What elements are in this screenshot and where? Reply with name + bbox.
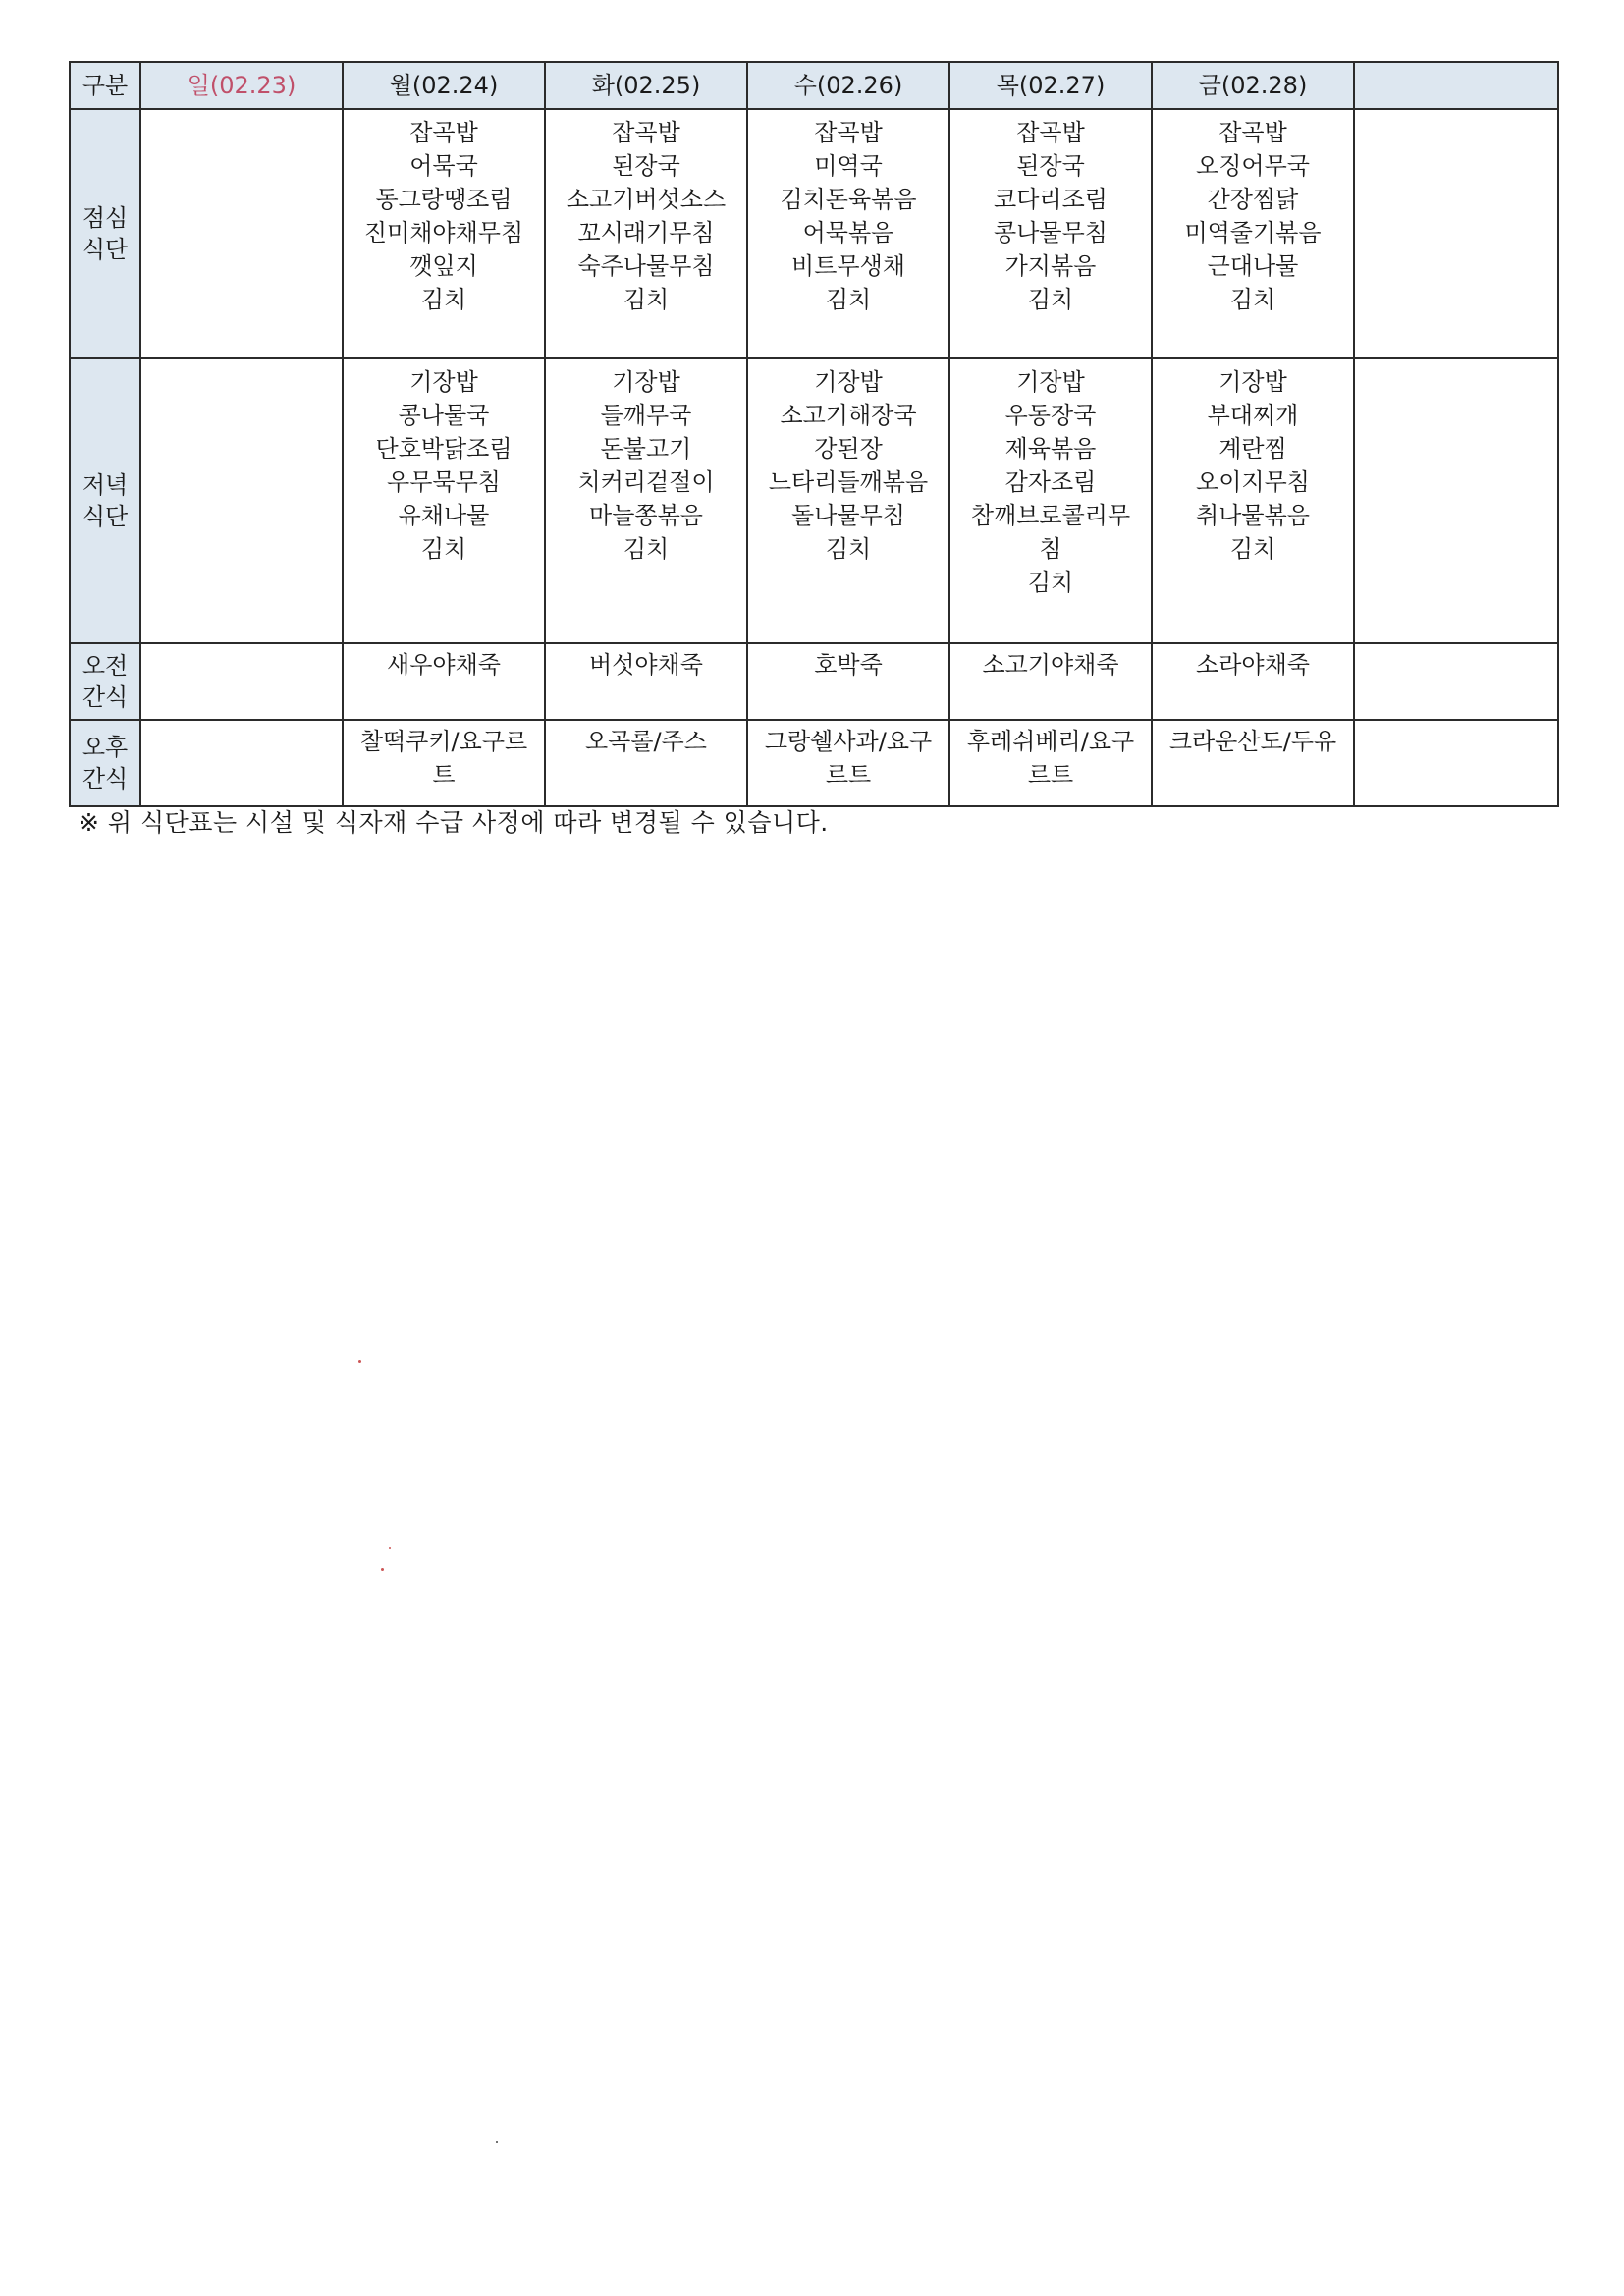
footnote: ※ 위 식단표는 시설 및 식자재 수급 사정에 따라 변경될 수 있습니다. [79, 808, 829, 837]
dinner-cell-thu [949, 358, 1152, 643]
menu-item: 콩나물국 [398, 402, 490, 429]
menu-item: 된장국 [612, 152, 680, 180]
menu-item: 그랑쉘사과/요구 [764, 728, 933, 755]
am-snack-cell-blank [1354, 643, 1558, 720]
menu-item: 감자조림 [1004, 468, 1097, 496]
menu-item: 어묵볶음 [802, 219, 894, 246]
corner-label: 구분 [70, 62, 140, 109]
pm-snack-cell-mon [343, 720, 545, 806]
row-label-line: 식단 [81, 503, 129, 530]
day-header-blank [1354, 62, 1558, 109]
dinner-cell-mon [343, 358, 545, 643]
menu-item: 소고기버섯소스 [566, 186, 727, 213]
menu-item: 돈불고기 [600, 435, 692, 463]
menu-item: 간장찜닭 [1207, 186, 1299, 213]
scan-speck [358, 1360, 361, 1363]
menu-item: 깻잎지 [409, 252, 478, 280]
pm-snack-cell-blank [1354, 720, 1558, 806]
lunch-cell-thu [949, 109, 1152, 358]
menu-item: 후레쉬베리/요구 [966, 728, 1135, 755]
menu-item: 숙주나물무침 [577, 252, 715, 280]
dinner-cell-tue [545, 358, 747, 643]
row-label-line: 간식 [81, 683, 129, 711]
menu-item: 된장국 [1016, 152, 1085, 180]
lunch-cell-tue [545, 109, 747, 358]
menu-item: 꼬시래기무침 [577, 219, 715, 246]
menu-item: 김치 [623, 535, 670, 563]
menu-item: 제육볶음 [1004, 435, 1097, 463]
menu-item: 들깨무국 [600, 402, 692, 429]
lunch-cell-mon [343, 109, 545, 358]
menu-item: 김치 [1229, 286, 1276, 313]
menu-item: 비트무생채 [791, 252, 905, 280]
lunch-cell-blank [1354, 109, 1558, 358]
menu-item: 오곡롤/주스 [584, 728, 707, 755]
menu-item: 김치 [623, 286, 670, 313]
header-row [70, 62, 1558, 109]
row-label-line: 오후 [81, 734, 129, 761]
menu-item: 단호박닭조림 [375, 435, 513, 463]
menu-item: 가지볶음 [1004, 252, 1097, 280]
scan-speck [496, 2141, 498, 2143]
menu-item: 치커리겉절이 [577, 468, 715, 496]
menu-item: 어묵국 [409, 152, 478, 180]
am-snack-cell-fri: 소라야채죽 [1152, 643, 1354, 720]
menu-item: 김치 [420, 286, 467, 313]
menu-item: 잡곡밥 [612, 119, 680, 146]
day-header-mon: 월(02.24) [343, 62, 545, 109]
menu-item: 잡곡밥 [1218, 119, 1287, 146]
pm-snack-cell-tue [545, 720, 747, 806]
menu-item: 기장밥 [409, 368, 478, 396]
menu-item: 미역국 [814, 152, 883, 180]
pm-snack-row [70, 720, 1558, 806]
day-header-thu: 목(02.27) [949, 62, 1152, 109]
menu-item: 잡곡밥 [1016, 119, 1085, 146]
menu-item: 참깨브로콜리무 [970, 502, 1131, 529]
menu-item: 오징어무국 [1196, 152, 1310, 180]
menu-item: 진미채야채무침 [363, 219, 524, 246]
dinner-row [70, 358, 1558, 643]
pm-snack-cell-thu [949, 720, 1152, 806]
pm-snack-label [70, 720, 140, 806]
menu-item: 마늘쫑볶음 [589, 502, 703, 529]
row-label-line: 식단 [81, 236, 129, 263]
menu-item: 유채나물 [398, 502, 490, 529]
menu-item: 기장밥 [1218, 368, 1287, 396]
day-header-wed: 수(02.26) [747, 62, 949, 109]
menu-item: 찰떡쿠키/요구르 [359, 728, 528, 755]
menu-item: 느타리들깨볶음 [768, 468, 929, 496]
menu-item: 르트 [1027, 761, 1074, 789]
menu-item: 우무묵무침 [387, 468, 501, 496]
lunch-cell-sun [140, 109, 343, 358]
menu-item: 김치 [825, 286, 872, 313]
menu-item: 근대나물 [1207, 252, 1299, 280]
am-snack-cell-tue: 버섯야채죽 [545, 643, 747, 720]
dinner-label [70, 358, 140, 643]
pm-snack-cell-sun [140, 720, 343, 806]
menu-item: 동그랑땡조림 [375, 186, 513, 213]
dinner-cell-fri [1152, 358, 1354, 643]
lunch-cell-fri [1152, 109, 1354, 358]
pm-snack-cell-fri [1152, 720, 1354, 806]
menu-item: 기장밥 [612, 368, 680, 396]
row-label-line: 오전 [81, 652, 129, 680]
menu-item: 김치 [1229, 535, 1276, 563]
menu-item: 기장밥 [1016, 368, 1085, 396]
menu-item: 김치 [1027, 569, 1074, 596]
am-snack-row [70, 643, 1558, 720]
menu-item: 계란찜 [1218, 435, 1287, 463]
menu-item: 크라운산도/두유 [1168, 728, 1337, 755]
menu-item: 콩나물무침 [994, 219, 1108, 246]
scan-speck [389, 1547, 391, 1549]
menu-item: 코다리조림 [994, 186, 1108, 213]
menu-item: 취나물볶음 [1196, 502, 1310, 529]
menu-item: 미역줄기볶음 [1184, 219, 1322, 246]
menu-item: 김치돈육볶음 [780, 186, 917, 213]
am-snack-cell-mon: 새우야채죽 [343, 643, 545, 720]
weekly-menu-table [69, 61, 1559, 807]
dinner-cell-wed [747, 358, 949, 643]
am-snack-cell-thu: 소고기야채죽 [949, 643, 1152, 720]
menu-item: 김치 [1027, 286, 1074, 313]
row-label-line: 점심 [81, 204, 129, 232]
menu-item: 소고기해장국 [780, 402, 917, 429]
day-header-tue: 화(02.25) [545, 62, 747, 109]
am-snack-cell-wed: 호박죽 [747, 643, 949, 720]
day-header-fri: 금(02.28) [1152, 62, 1354, 109]
lunch-cell-wed [747, 109, 949, 358]
lunch-label [70, 109, 140, 358]
menu-item: 김치 [420, 535, 467, 563]
pm-snack-cell-wed [747, 720, 949, 806]
menu-item: 부대찌개 [1207, 402, 1299, 429]
day-header-sun: 일(02.23) [140, 62, 343, 109]
menu-item: 트 [432, 761, 456, 789]
menu-item: 잡곡밥 [409, 119, 478, 146]
dinner-cell-sun [140, 358, 343, 643]
menu-item: 김치 [825, 535, 872, 563]
menu-item: 기장밥 [814, 368, 883, 396]
menu-item: 우동장국 [1004, 402, 1097, 429]
menu-item: 오이지무침 [1196, 468, 1310, 496]
row-label-line: 간식 [81, 765, 129, 793]
menu-item: 돌나물무침 [791, 502, 905, 529]
row-label-line: 저녁 [81, 471, 129, 499]
menu-item: 강된장 [814, 435, 883, 463]
menu-item: 침 [1039, 535, 1062, 563]
dinner-cell-blank [1354, 358, 1558, 643]
scan-speck [381, 1568, 384, 1571]
menu-item: 르트 [825, 761, 872, 789]
am-snack-cell-sun [140, 643, 343, 720]
menu-item: 잡곡밥 [814, 119, 883, 146]
lunch-row [70, 109, 1558, 358]
am-snack-label [70, 643, 140, 720]
